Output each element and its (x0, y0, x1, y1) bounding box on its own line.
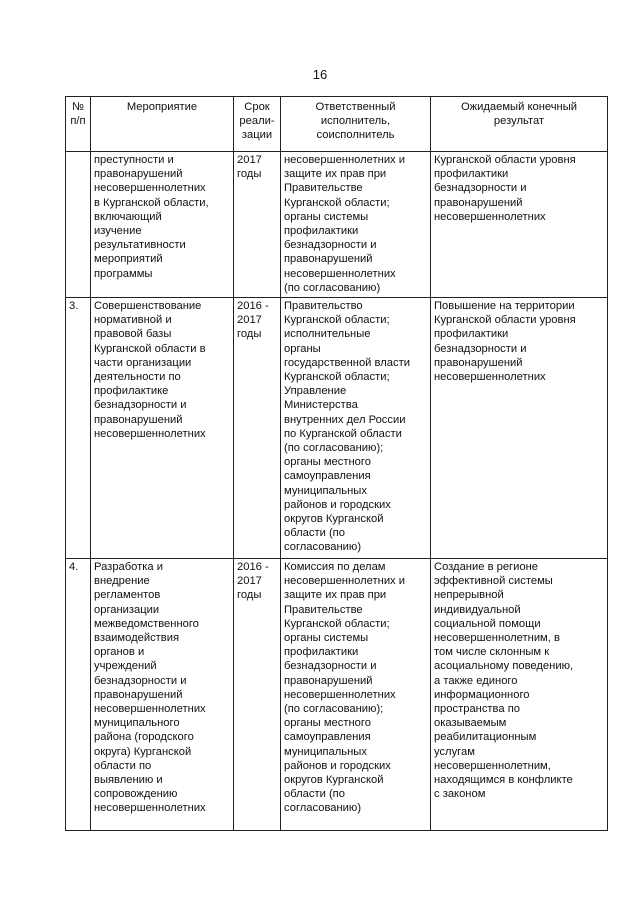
cell-term: 2017 годы (234, 152, 281, 298)
cell-term: 2016 - 2017 годы (234, 298, 281, 559)
table-row (66, 298, 608, 559)
header-event: Мероприятие (91, 97, 234, 152)
cell-executor: Комиссия по делам несовершеннолетних и защите их прав при Правительстве Курганской области; органы системы профилактики безнадзорности и правонарушений несовершеннолетних (по согласованию); органы местного самоуправления муниципальных районов и городских округов Курганской области (по согласованию) (281, 559, 431, 831)
cell-event: Разработка и внедрение регламентов организации межведомственного взаимодействия органов и учреждений безнадзорности и правонарушений несовершеннолетних муниципального района (городского округа) Курганской области по выявлению и сопровождению несовершеннолетних (91, 559, 234, 831)
table-row (66, 559, 608, 831)
header-result: Ожидаемый конечный результат (431, 97, 608, 152)
cell-result: Создание в регионе эффективной системы непрерывной индивидуальной социальной помощи несовершеннолетним, в том числе склонным к асоциальному поведению, а также единого информационного пространства по оказываемым реабилитационным услугам несовершеннолетним, находящимся в конфликте с законом (431, 559, 608, 831)
table-header-row (66, 97, 608, 152)
cell-term: 2016 - 2017 годы (234, 559, 281, 831)
cell-result: Повышение на территории Курганской области уровня профилактики безнадзорности и правонарушений несовершеннолетних (431, 298, 608, 559)
cell-executor: несовершеннолетних и защите их прав при Правительстве Курганской области; органы системы профилактики безнадзорности и правонарушений несовершеннолетних (по согласованию) (281, 152, 431, 298)
table-row (66, 152, 608, 298)
cell-event: Совершенствование нормативной и правовой базы Курганской области в части организации деятельности по профилактике безнадзорности и правонарушений несовершеннолетних (91, 298, 234, 559)
header-executor: Ответственный исполнитель, соисполнитель (281, 97, 431, 152)
page-number: 16 (312, 67, 328, 82)
cell-number: 3. (66, 298, 91, 559)
cell-result: Курганской области уровня профилактики безнадзорности и правонарушений несовершеннолетних (431, 152, 608, 298)
cell-event: преступности и правонарушений несовершеннолетних в Курганской области, включающий изучение результативности мероприятий программы (91, 152, 234, 298)
cell-number (66, 152, 91, 298)
measures-table (65, 96, 608, 831)
header-term: Срок реали- зации (234, 97, 281, 152)
header-number: № п/п (66, 97, 91, 152)
cell-number: 4. (66, 559, 91, 831)
cell-executor: Правительство Курганской области; исполнительные органы государственной власти Курганской области; Управление Министерства внутренних дел России по Курганской области (по согласованию); органы местного самоуправления муниципальных районов и городских округов Курганской области (по согласованию) (281, 298, 431, 559)
